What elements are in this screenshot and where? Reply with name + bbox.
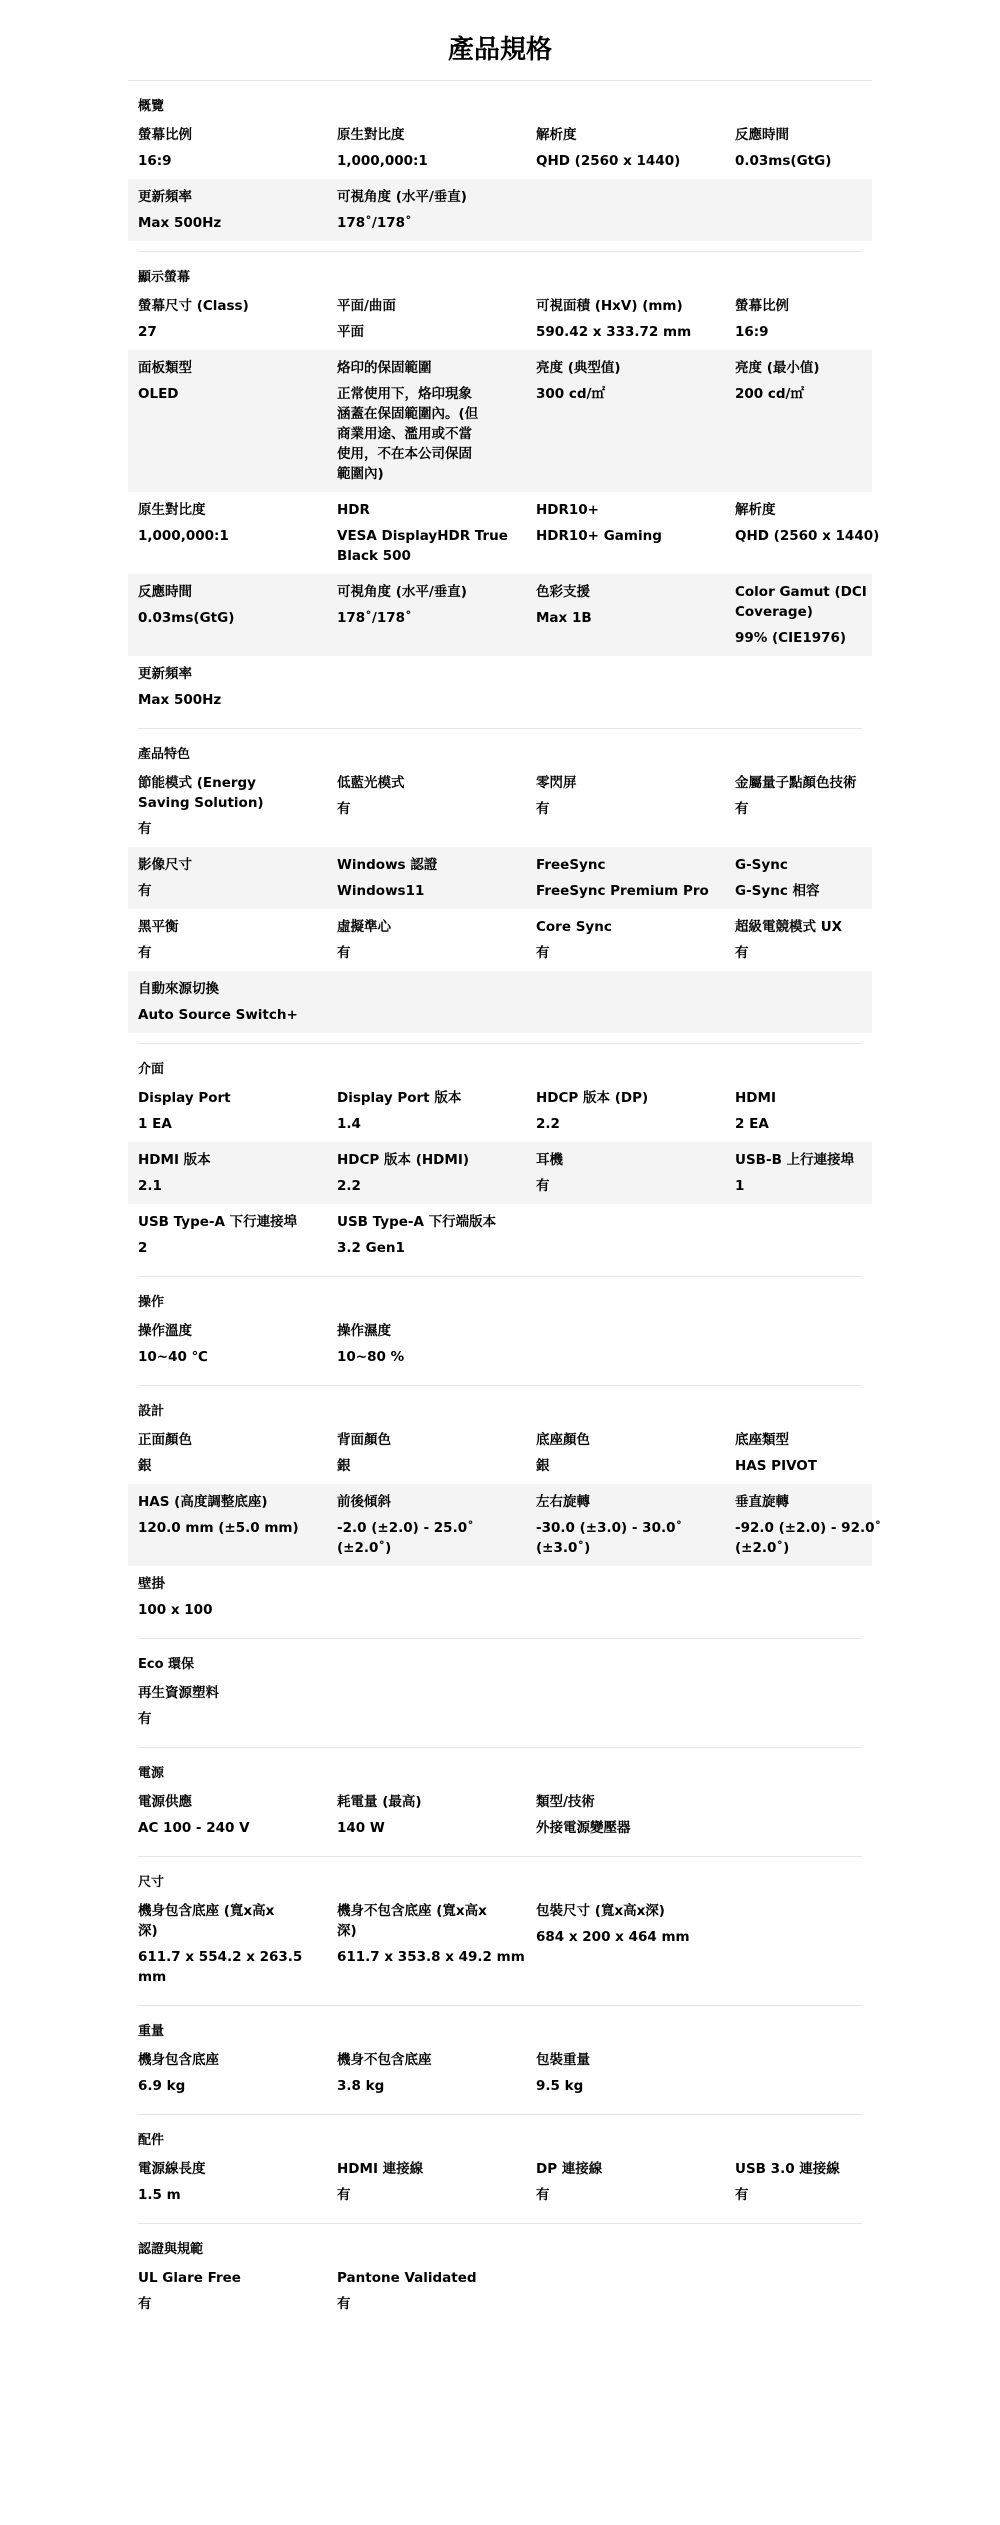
spec-cell [327, 1430, 526, 1476]
spec-value: -2.0 (±2.0) - 25.0˚ (±2.0˚) [337, 1520, 474, 1556]
spec-row [128, 1893, 872, 1995]
spec-label: G-Sync [735, 857, 788, 873]
spec-value: 銀 [138, 1458, 152, 1474]
spec-value: Max 1B [536, 610, 592, 626]
spec-value: Max 500Hz [138, 692, 222, 708]
spec-value: Max 500Hz [138, 215, 222, 231]
spec-label: Pantone Validated [337, 2270, 477, 2286]
spec-value: 6.9 kg [138, 2078, 186, 2094]
spec-section [128, 1044, 872, 1277]
spec-cell [327, 1901, 526, 1987]
spec-cell [526, 855, 725, 901]
spec-value: 有 [337, 801, 351, 817]
spec-label: 垂直旋轉 [735, 1494, 789, 1510]
spec-row [128, 1080, 872, 1142]
spec-value: 3.2 Gen1 [337, 1240, 405, 1256]
spec-section [128, 2224, 872, 2322]
section-title: 介面 [138, 1062, 165, 1077]
spec-value: VESA DisplayHDR True Black 500 [337, 528, 508, 564]
spec-label: 可視面積 (HxV) (mm) [536, 298, 683, 314]
spec-value: 300 cd/㎡ [536, 386, 605, 402]
spec-cell [526, 500, 725, 566]
spec-row [128, 1784, 872, 1846]
spec-cell [128, 582, 327, 648]
spec-row [128, 1566, 872, 1628]
spec-label: Display Port 版本 [337, 1090, 462, 1106]
spec-label: 左右旋轉 [536, 1494, 590, 1510]
spec-label: 耗電量 (最高) [337, 1794, 422, 1810]
spec-cell [128, 125, 327, 171]
spec-label: 包裝重量 [536, 2052, 590, 2068]
section-title: 操作 [138, 1295, 165, 1310]
spec-cell [128, 1792, 327, 1838]
spec-cell [128, 500, 327, 566]
spec-value: 9.5 kg [536, 2078, 584, 2094]
spec-label: HDCP 版本 (HDMI) [337, 1152, 470, 1168]
spec-cell [725, 1150, 924, 1196]
spec-value: 有 [138, 1711, 152, 1727]
spec-label: 面板類型 [138, 360, 192, 376]
spec-label: USB Type-A 下行連接埠 [138, 1214, 298, 1230]
spec-label: 底座顏色 [536, 1432, 590, 1448]
spec-section [128, 1748, 872, 1857]
spec-value: 1 EA [138, 1116, 172, 1132]
spec-label: Windows 認證 [337, 857, 438, 873]
spec-value: 99% (CIE1976) [735, 630, 847, 646]
spec-value: G-Sync 相容 [735, 883, 820, 899]
spec-label: 更新頻率 [138, 189, 192, 205]
spec-value: 有 [138, 945, 152, 961]
spec-cell [526, 125, 725, 171]
spec-value: 10~80 % [337, 1349, 405, 1365]
spec-row [128, 971, 872, 1033]
spec-label: HDMI 連接線 [337, 2161, 424, 2177]
spec-cell [128, 1430, 327, 1476]
spec-cell [725, 917, 924, 963]
spec-label: 可視角度 (水平/垂直) [337, 584, 467, 600]
spec-value: 16:9 [735, 324, 769, 340]
spec-value: 有 [536, 1178, 550, 1194]
spec-value: QHD (2560 x 1440) [536, 153, 681, 169]
spec-label: 原生對比度 [138, 502, 206, 518]
spec-row [128, 909, 872, 971]
spec-sections [0, 81, 1000, 2322]
spec-value: 120.0 mm (±5.0 mm) [138, 1520, 299, 1536]
spec-cell [128, 1574, 327, 1620]
spec-value: 16:9 [138, 153, 172, 169]
spec-label: 黑平衡 [138, 919, 179, 935]
spec-label: Core Sync [536, 919, 612, 935]
spec-section [128, 729, 872, 1044]
section-title: 概覽 [138, 99, 165, 114]
spec-cell [725, 1430, 924, 1476]
spec-value: 1.4 [337, 1116, 361, 1132]
spec-row [128, 2151, 872, 2213]
spec-value: FreeSync Premium Pro [536, 883, 709, 899]
spec-section [128, 1277, 872, 1386]
spec-row [128, 1422, 872, 1484]
spec-row [128, 350, 872, 492]
spec-label: HDR10+ [536, 502, 599, 518]
spec-label: HDMI [735, 1090, 776, 1106]
spec-label: 操作濕度 [337, 1323, 391, 1339]
spec-value: 1.5 m [138, 2187, 181, 2203]
spec-cell [327, 917, 526, 963]
spec-label: 電源供應 [138, 1794, 192, 1810]
spec-row [128, 117, 872, 179]
spec-label: 色彩支援 [536, 584, 590, 600]
spec-cell [725, 582, 924, 648]
spec-cell [327, 296, 526, 342]
page-title: 產品規格 [447, 35, 552, 65]
spec-cell [128, 855, 327, 901]
spec-section [128, 1639, 872, 1748]
spec-cell [327, 2050, 526, 2096]
spec-cell [128, 1901, 327, 1987]
spec-label: 解析度 [735, 502, 776, 518]
spec-section [128, 1857, 872, 2006]
spec-label: 背面顏色 [337, 1432, 391, 1448]
spec-value: HDR10+ Gaming [536, 528, 662, 544]
spec-label: 節能模式 (Energy Saving Solution) [138, 775, 264, 811]
section-title: 認證與規範 [138, 2242, 204, 2257]
spec-cell [128, 1212, 327, 1258]
spec-value: 684 x 200 x 464 mm [536, 1929, 690, 1945]
spec-label: DP 連接線 [536, 2161, 603, 2177]
spec-cell [128, 296, 327, 342]
spec-cell [526, 1430, 725, 1476]
spec-label: UL Glare Free [138, 2270, 241, 2286]
spec-label: HDMI 版本 [138, 1152, 211, 1168]
spec-cell [327, 2268, 526, 2314]
spec-cell [128, 773, 327, 839]
spec-cell [327, 773, 526, 839]
spec-value: 3.8 kg [337, 2078, 385, 2094]
spec-value: -92.0 (±2.0) - 92.0˚ (±2.0˚) [735, 1520, 882, 1556]
spec-value: Windows11 [337, 883, 425, 899]
spec-section [128, 1386, 882, 1639]
section-title: 尺寸 [138, 1875, 165, 1890]
spec-value: 178˚/178˚ [337, 610, 412, 626]
spec-label: 再生資源塑料 [138, 1685, 219, 1701]
spec-label: USB Type-A 下行端版本 [337, 1214, 497, 1230]
spec-value: AC 100 - 240 V [138, 1820, 250, 1836]
spec-cell [725, 2159, 924, 2205]
spec-label: 反應時間 [735, 127, 789, 143]
spec-value: 1 [735, 1178, 745, 1194]
spec-label: 亮度 (典型值) [536, 360, 621, 376]
spec-label: 機身包含底座 (寬x高x 深) [138, 1903, 275, 1939]
spec-label: 可視角度 (水平/垂直) [337, 189, 467, 205]
spec-value: 有 [536, 2187, 550, 2203]
spec-label: 操作溫度 [138, 1323, 192, 1339]
spec-row [128, 492, 880, 574]
spec-label: 金屬量子點顏色技術 [735, 775, 857, 791]
spec-label: 烙印的保固範圍 [337, 360, 432, 376]
spec-value: 1,000,000:1 [138, 528, 229, 544]
spec-cell [327, 358, 526, 484]
spec-value: 有 [735, 2187, 749, 2203]
spec-cell [128, 664, 327, 710]
spec-row [128, 179, 872, 241]
spec-row [128, 765, 872, 847]
section-title: 顯示螢幕 [138, 270, 191, 285]
spec-value: 200 cd/㎡ [735, 386, 804, 402]
spec-value: 正常使用下，烙印現象 涵蓋在保固範圍內。(但 商業用途、濫用或不當 使用，不在本公司保固 範圍內) [337, 386, 479, 482]
spec-label: HDCP 版本 (DP) [536, 1090, 649, 1106]
spec-cell [327, 1321, 526, 1367]
spec-label: USB-B 上行連接埠 [735, 1152, 855, 1168]
spec-row [128, 656, 872, 718]
spec-cell [128, 917, 327, 963]
spec-label: 反應時間 [138, 584, 192, 600]
spec-row [128, 1313, 872, 1375]
spec-cell [526, 582, 725, 648]
spec-value: 0.03ms(GtG) [735, 153, 832, 169]
spec-label: USB 3.0 連接線 [735, 2161, 840, 2177]
spec-cell [526, 1901, 725, 1987]
spec-label: 亮度 (最小值) [735, 360, 820, 376]
spec-label: 前後傾斜 [337, 1494, 391, 1510]
spec-value: 有 [337, 945, 351, 961]
spec-value: 140 W [337, 1820, 385, 1836]
spec-value: 1,000,000:1 [337, 153, 428, 169]
spec-value: 外接電源變壓器 [536, 1820, 631, 1836]
spec-cell [128, 1150, 327, 1196]
spec-section [128, 81, 872, 252]
section-title: 配件 [138, 2133, 165, 2148]
spec-label: 機身不包含底座 [337, 2052, 432, 2068]
spec-label: 螢幕比例 [735, 298, 789, 314]
spec-cell [327, 1088, 526, 1134]
spec-label: 底座類型 [735, 1432, 789, 1448]
spec-label: 耳機 [536, 1152, 563, 1168]
spec-label: 包裝尺寸 (寬x高x深) [536, 1903, 665, 1919]
spec-value: 平面 [337, 324, 364, 340]
spec-cell [128, 2268, 327, 2314]
spec-cell [725, 125, 924, 171]
spec-label: FreeSync [536, 857, 606, 873]
spec-value: -30.0 (±3.0) - 30.0˚ (±3.0˚) [536, 1520, 683, 1556]
spec-value: HAS PIVOT [735, 1458, 817, 1474]
spec-cell [725, 1492, 924, 1558]
spec-label: 零閃屏 [536, 775, 577, 791]
spec-label: 更新頻率 [138, 666, 192, 682]
spec-cell [128, 1321, 327, 1367]
spec-value: 有 [337, 2187, 351, 2203]
spec-label: Color Gamut (DCI Coverage) [735, 584, 867, 620]
spec-cell [327, 855, 526, 901]
spec-value: 611.7 x 554.2 x 263.5 mm [138, 1949, 303, 1985]
spec-cell [128, 1683, 327, 1729]
spec-value: 銀 [337, 1458, 351, 1474]
spec-row [128, 1142, 872, 1204]
spec-label: 原生對比度 [337, 127, 405, 143]
spec-row [128, 288, 872, 350]
spec-value: 0.03ms(GtG) [138, 610, 235, 626]
spec-value: 2 EA [735, 1116, 769, 1132]
spec-label: 螢幕尺寸 (Class) [138, 298, 249, 314]
spec-section [128, 2115, 872, 2224]
spec-value: 有 [735, 801, 749, 817]
spec-label: Display Port [138, 1090, 231, 1106]
spec-cell [128, 2050, 327, 2096]
spec-cell [526, 1792, 725, 1838]
spec-cell [725, 500, 924, 566]
spec-value: 27 [138, 324, 157, 340]
section-title: Eco 環保 [138, 1657, 195, 1672]
spec-value: 銀 [536, 1458, 550, 1474]
spec-row [128, 2260, 872, 2322]
spec-label: 壁掛 [138, 1576, 165, 1592]
spec-row [128, 1675, 872, 1737]
spec-cell [327, 2159, 526, 2205]
spec-cell [327, 500, 526, 566]
spec-cell [526, 1492, 725, 1558]
spec-cell [327, 125, 526, 171]
spec-value: QHD (2560 x 1440) [735, 528, 880, 544]
spec-cell [526, 2159, 725, 2205]
spec-label: HDR [337, 502, 370, 518]
spec-row [128, 2042, 872, 2104]
spec-cell [128, 1088, 327, 1134]
spec-section [128, 2006, 872, 2115]
spec-cell [725, 1088, 924, 1134]
spec-value: 611.7 x 353.8 x 49.2 mm [337, 1949, 525, 1965]
spec-section [128, 252, 880, 729]
spec-label: 電源線長度 [138, 2161, 206, 2177]
spec-label: 類型/技術 [536, 1794, 595, 1810]
spec-value: 2.1 [138, 1178, 162, 1194]
spec-value: 178˚/178˚ [337, 215, 412, 231]
spec-cell [128, 1492, 327, 1558]
spec-label: HAS (高度調整底座) [138, 1494, 268, 1510]
spec-value: 有 [138, 821, 152, 837]
spec-cell [327, 187, 526, 233]
spec-cell [327, 1792, 526, 1838]
spec-cell [526, 358, 725, 484]
spec-row [128, 847, 872, 909]
spec-value: Auto Source Switch+ [138, 1007, 298, 1023]
spec-value: 有 [536, 801, 550, 817]
spec-cell [128, 187, 327, 233]
spec-cell [327, 582, 526, 648]
spec-row [128, 1484, 882, 1566]
spec-label: 影像尺寸 [138, 857, 192, 873]
spec-label: 虛擬準心 [337, 919, 391, 935]
section-title: 設計 [138, 1404, 165, 1419]
spec-cell [526, 2050, 725, 2096]
spec-value: 有 [138, 883, 152, 899]
spec-label: 平面/曲面 [337, 298, 396, 314]
spec-value: 2.2 [536, 1116, 560, 1132]
spec-label: 正面顏色 [138, 1432, 192, 1448]
spec-value: 有 [735, 945, 749, 961]
spec-value: 有 [138, 2296, 152, 2312]
spec-cell [725, 855, 924, 901]
spec-label: 機身包含底座 [138, 2052, 219, 2068]
spec-value: 2.2 [337, 1178, 361, 1194]
spec-row [128, 1204, 872, 1266]
spec-label: 自動來源切換 [138, 981, 219, 997]
spec-cell [526, 1088, 725, 1134]
spec-cell [526, 917, 725, 963]
spec-label: 超級電競模式 UX [735, 919, 843, 935]
spec-cell [725, 358, 924, 484]
spec-value: 100 x 100 [138, 1602, 213, 1618]
spec-label: 低藍光模式 [337, 775, 405, 791]
spec-row [128, 574, 872, 656]
spec-value: 2 [138, 1240, 148, 1256]
spec-label: 螢幕比例 [138, 127, 192, 143]
spec-cell [128, 979, 327, 1025]
section-title: 重量 [138, 2024, 165, 2039]
spec-cell [327, 1150, 526, 1196]
spec-cell [526, 296, 725, 342]
spec-label: 機身不包含底座 (寬x高x 深) [337, 1903, 487, 1939]
section-title: 產品特色 [138, 747, 191, 762]
spec-cell [725, 296, 924, 342]
section-title: 電源 [138, 1766, 165, 1781]
spec-label: 解析度 [536, 127, 577, 143]
spec-value: 有 [337, 2296, 351, 2312]
spec-cell [526, 1150, 725, 1196]
spec-value: 10~40 ℃ [138, 1349, 208, 1365]
spec-cell [128, 2159, 327, 2205]
spec-value: OLED [138, 386, 179, 402]
spec-cell [725, 773, 924, 839]
spec-cell [327, 1212, 526, 1258]
spec-cell [327, 1492, 526, 1558]
spec-value: 590.42 x 333.72 mm [536, 324, 692, 340]
spec-cell [128, 358, 327, 484]
spec-cell [526, 773, 725, 839]
spec-value: 有 [536, 945, 550, 961]
